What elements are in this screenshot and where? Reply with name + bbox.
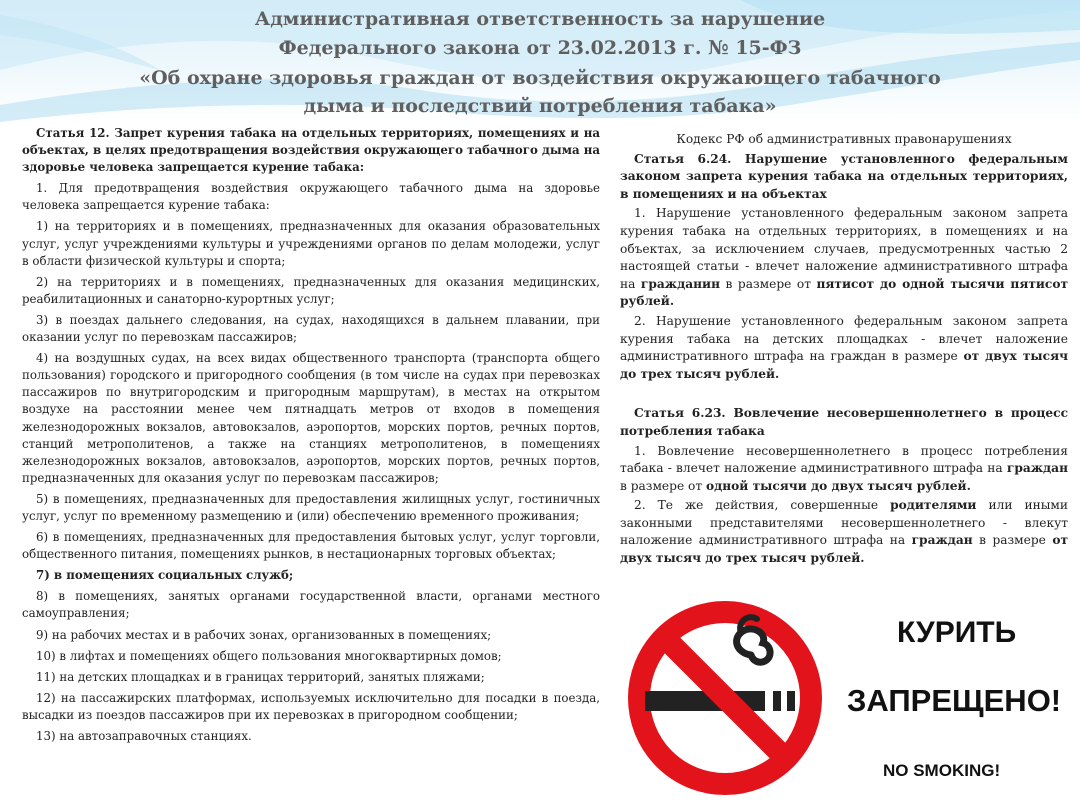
article-623-part-2-fine: от двух тысяч до трех тысяч рублей. xyxy=(620,533,1069,566)
article-623-part-2-parents: родителями xyxy=(890,498,977,513)
list-item: 6) в помещениях, предназначенных для предоставления бытовых услуг, услуг торговли, общественного питания, помещениях рынков, в нестационарных торговых объектах; xyxy=(22,530,600,562)
article-624-part-2 xyxy=(620,313,1068,383)
article-623-part-1-mid: в размере от xyxy=(620,478,706,493)
sign-text-kurit: КУРИТЬ xyxy=(897,616,1017,649)
article-624-part-2-fine: от двух тысяч до трех тысяч рублей. xyxy=(620,349,1068,381)
list-item: 8) в помещениях, занятых органами государственной власти, органами местного самоуправления; xyxy=(22,589,600,621)
article-624-part-1-fine: пятисот до одной тысячи пятисот рублей. xyxy=(620,276,1069,309)
article-623-title: Статья 6.23. Вовлечение несовершеннолетнего в процесс потребления табака xyxy=(620,406,1068,438)
article-624-part-1-subject: гражданин xyxy=(640,276,721,291)
article-624-part-1-text: 1. Нарушение установленного федеральным законом запрета курения табака на отдельных территориях, в помещениях и на объектах, за исключением случаев, предусмотренных частью 2 настоящей статьи - влечет наложение административного штрафа на xyxy=(620,206,1068,291)
koap-column xyxy=(620,131,1068,570)
article-623-part-1-subject: граждан xyxy=(1006,461,1068,476)
list-item: 1) на территориях и в помещениях, предназначенных для оказания образовательных услуг, услуг учреждениями культуры и учреждениями органов по делам молодежи, услуг в области физической культуры и спорта; xyxy=(22,219,600,268)
sign-text-no-smoking: NO SMOKING! xyxy=(883,761,1001,780)
article-12-heading: Статья 12. Запрет курения табака на отдельных территориях, помещениях и на объектах, в целях предотвращения воздействия окружающего табачного дыма на здоровье человека запрещается курение табака: xyxy=(22,126,600,175)
article-624-title: Статья 6.24. Нарушение установленного федеральным законом запрета курения табака на отдельных территориях, в помещениях и на объектах xyxy=(620,151,1068,201)
title-line-4: дыма и последствий потребления табака» xyxy=(303,95,777,117)
article-623-part-2-mid2: в размере xyxy=(972,533,1053,548)
list-item: 7) в помещениях социальных служб; xyxy=(36,568,294,583)
article-623-part-1-text: 1. Вовлечение несовершеннолетнего в процесс потребления табака - влечет наложение административного штрафа на xyxy=(620,443,1068,476)
header-banner xyxy=(0,0,1080,122)
article-12-column xyxy=(22,125,600,749)
list-item: 3) в поездах дальнего следования, на судах, находящихся в дальнем плавании, при оказании услуг по перевозкам пассажиров; xyxy=(22,312,600,345)
article-623-part-2-text: 2. Те же действия, совершенные xyxy=(634,498,891,513)
list-item: 9) на рабочих местах и в рабочих зонах, организованных в помещениях; xyxy=(36,627,492,642)
article-624-part-1 xyxy=(620,205,1068,311)
list-item: 13) на автозаправочных станциях. xyxy=(36,729,252,743)
article-623-part-2-subject: граждан xyxy=(911,533,973,548)
list-item: 12) на пассажирских платформах, используемых исключительно для посадки в поезда, высадки из поездов пассажиров при их перевозках в пригородном сообщении; xyxy=(22,690,600,722)
list-item: 10) в лифтах и помещениях общего пользования многоквартирных домов; xyxy=(36,648,502,663)
no-smoking-sign xyxy=(615,597,1073,800)
article-12-intro: 1. Для предотвращения воздействия окружающего табачного дыма на здоровье человека запрещается курение табака: xyxy=(22,181,600,213)
sign-text-zapresheno: ЗАПРЕЩЕНО! xyxy=(847,683,1062,718)
list-item: 5) в помещениях, предназначенных для предоставления жилищных услуг, гостиничных услуг, услуг по временному размещению и (или) обеспечению временного проживания; xyxy=(22,491,600,523)
title-line-1: Административная ответственность за нарушение xyxy=(254,8,826,30)
title-line-3: «Об охране здоровья граждан от воздействия окружающего табачного xyxy=(139,67,941,89)
spacer xyxy=(620,385,1068,405)
list-item: 4) на воздушных судах, на всех видах общественного транспорта (транспорта общего пользования) городского и пригородного сообщения (в том числе на судах при перевозках пассажиров по внутригородским и пригородным маршрутам), в местах на открытом воздухе на расстоянии менее чем пятнадцать метров от входов в помещения железнодорожных вокзалов, автовокзалов, аэропортов, морских портов, речных портов, станций метрополитенов, а также на станциях метрополитенов, в помещениях железнодорожных вокзалов, автовокзалов, аэропортов, морских портов, речных портов, предназначенных для оказания услуг по перевозкам пассажиров; xyxy=(22,351,600,485)
no-smoking-icon xyxy=(623,597,828,800)
article-623-part-2-mid: или иными законными представителями несовершеннолетнего - влекут наложение административного штрафа на xyxy=(620,498,1068,548)
article-624-part-2-text: 2. Нарушение установленного федеральным законом запрета курения табака на детских площадках - влечет наложение административного штрафа на граждан в размере xyxy=(620,313,1068,364)
article-623-part-1-fine: одной тысячи до двух тысяч рублей. xyxy=(706,478,971,493)
title-line-2: Федерального закона от 23.02.2013 г. № 15-ФЗ xyxy=(278,37,802,59)
list-item: 11) на детских площадках и в границах территорий, занятых пляжами; xyxy=(36,669,485,684)
article-624-part-1-mid: в размере от xyxy=(720,276,817,291)
list-item: 2) на территориях и в помещениях, предназначенных для оказания медицинских, реабилитационных и санаторно-курортных услуг; xyxy=(22,274,600,306)
code-title: Кодекс РФ об административных правонарушениях xyxy=(676,132,1012,146)
article-623-part-2 xyxy=(620,497,1068,567)
article-623-part-1 xyxy=(620,443,1068,496)
